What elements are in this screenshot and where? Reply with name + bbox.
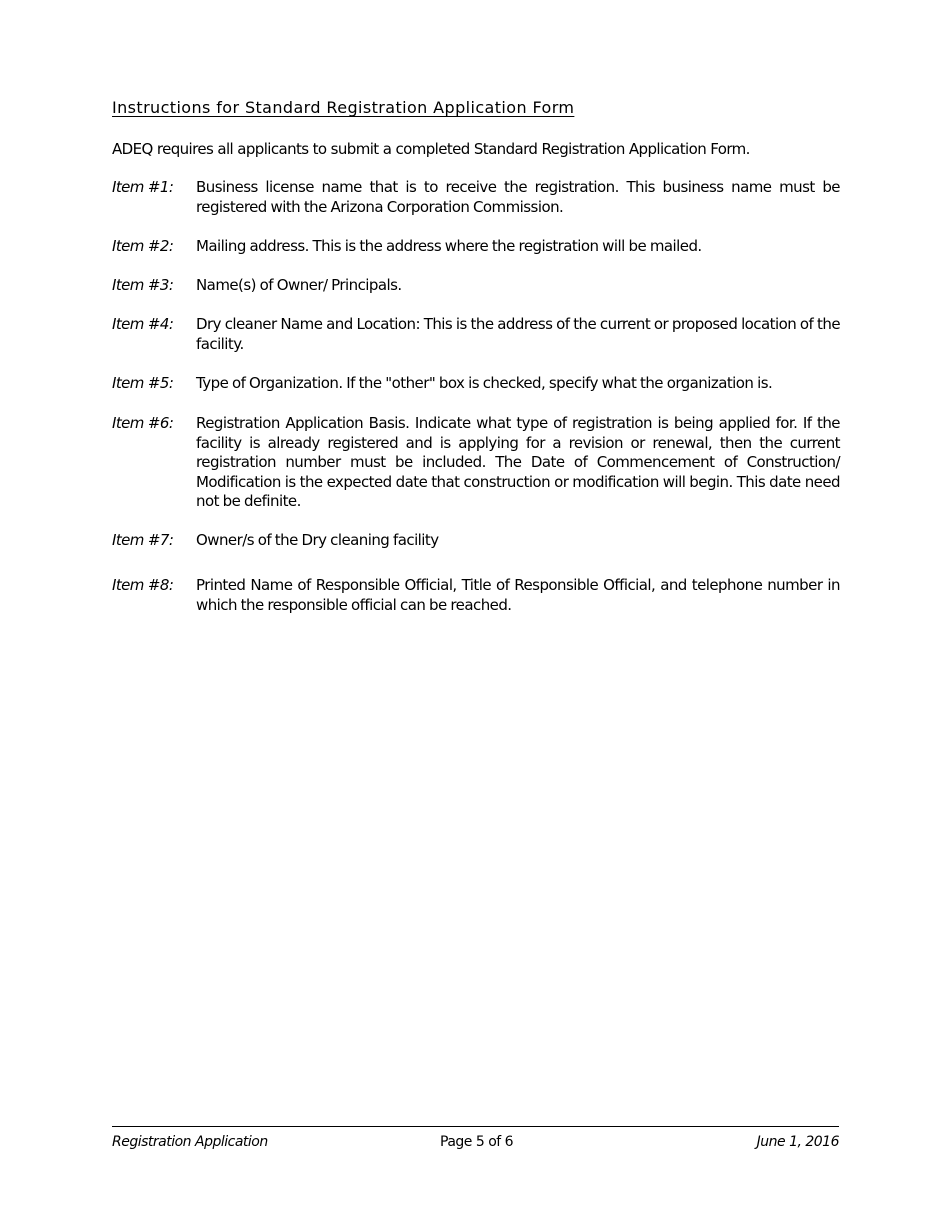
item-label: Item #5: [112, 374, 174, 392]
footer-date: June 1, 2016 [756, 1134, 839, 1150]
item-text: Owner/s of the Dry cleaning facility [196, 531, 439, 549]
instruction-item-5 [112, 374, 840, 394]
footer-document-title: Registration Application [112, 1134, 268, 1150]
instruction-item-3 [112, 276, 840, 296]
instruction-item-4 [112, 315, 840, 354]
item-label: Item #7: [112, 531, 174, 549]
instruction-item-6 [112, 414, 840, 512]
footer-divider [112, 1126, 839, 1127]
item-text: Type of Organization. If the "other" box is checked, specify what the organization is. [196, 374, 773, 392]
item-text: Printed Name of Responsible Official, Title of Responsible Official, and telephone number in which the responsible official can be reached. [196, 576, 840, 614]
instruction-item-7 [112, 531, 840, 551]
item-text: Name(s) of Owner/ Principals. [196, 276, 402, 294]
footer-page-number: Page 5 of 6 [440, 1134, 514, 1150]
item-label: Item #2: [112, 237, 174, 255]
instruction-item-2 [112, 237, 840, 257]
page-heading: Instructions for Standard Registration Application Form [112, 98, 575, 117]
instruction-item-8 [112, 576, 840, 615]
item-text: Business license name that is to receive the registration. This business name must be registered with the Arizona Corporation Commission. [196, 178, 840, 216]
item-text: Mailing address. This is the address where the registration will be mailed. [196, 237, 702, 255]
item-label: Item #4: [112, 315, 174, 333]
item-text: Registration Application Basis. Indicate what type of registration is being applied for. If the facility is already registered and is applying for a revision or renewal, then the current registration number must be included. The Date of Commencement of Construction/ Modification is the expected date that construction or modification will begin. This date need not be definite. [196, 414, 840, 511]
instruction-item-1 [112, 178, 840, 217]
item-label: Item #8: [112, 576, 174, 594]
item-label: Item #1: [112, 178, 174, 196]
intro-paragraph: ADEQ requires all applicants to submit a completed Standard Registration Application Form. [112, 140, 750, 158]
item-label: Item #6: [112, 414, 174, 432]
item-text: Dry cleaner Name and Location: This is the address of the current or proposed location of the facility. [196, 315, 840, 353]
item-label: Item #3: [112, 276, 174, 294]
